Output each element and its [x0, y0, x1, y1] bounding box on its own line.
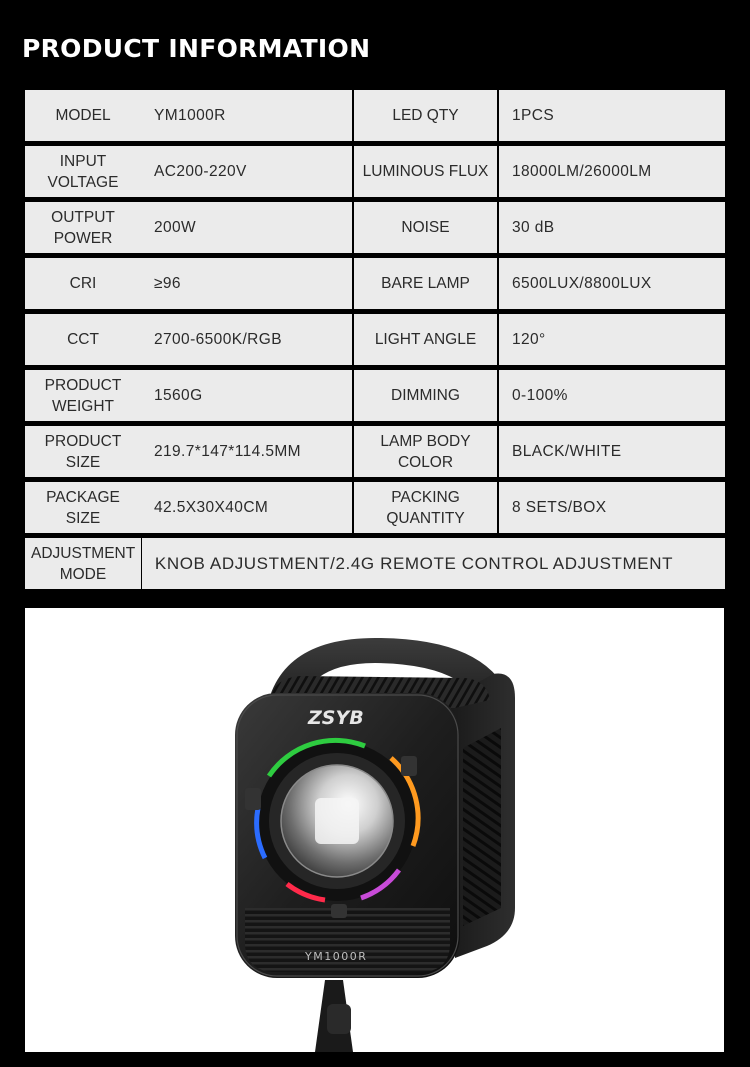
spec-label: OUTPUT POWER [25, 202, 141, 253]
spec-value: AC200-220V [141, 146, 352, 197]
spec-value: 219.7*147*114.5MM [141, 426, 352, 477]
led-light-illustration [25, 608, 724, 1052]
spec-value: 1PCS [499, 90, 725, 141]
spec-label: ADJUSTMENT MODE [25, 538, 141, 589]
spec-label: PACKAGE SIZE [25, 482, 141, 533]
spec-label: LED QTY [354, 90, 497, 141]
spec-value: 30 dB [499, 202, 725, 253]
spec-row [25, 482, 725, 533]
model-plate: YM1000R [305, 950, 368, 963]
spec-table [25, 90, 725, 594]
spec-row [25, 146, 725, 197]
spec-row [25, 426, 725, 477]
spec-value: 18000LM/26000LM [499, 146, 725, 197]
page-title: PRODUCT INFORMATION [22, 34, 371, 63]
spec-label: LIGHT ANGLE [354, 314, 497, 365]
spec-value: 42.5X30X40CM [141, 482, 352, 533]
spec-value: YM1000R [141, 90, 352, 141]
spec-label: PACKING QUANTITY [354, 482, 497, 533]
spec-value: 0-100% [499, 370, 725, 421]
spec-value: 6500LUX/8800LUX [499, 258, 725, 309]
spec-label: INPUT VOLTAGE [25, 146, 141, 197]
spec-value: ≥96 [141, 258, 352, 309]
spec-row [25, 202, 725, 253]
brand-logo: ZSYB [308, 707, 364, 729]
spec-label: LUMINOUS FLUX [354, 146, 497, 197]
spec-value: 120° [499, 314, 725, 365]
product-photo [25, 608, 724, 1052]
spec-value: 1560G [141, 370, 352, 421]
spec-value: 200W [141, 202, 352, 253]
spec-label: BARE LAMP [354, 258, 497, 309]
spec-value: 8 SETS/BOX [499, 482, 725, 533]
spec-row [25, 90, 725, 141]
spec-value: KNOB ADJUSTMENT/2.4G REMOTE CONTROL ADJUSTMENT [142, 538, 725, 589]
spec-row [25, 314, 725, 365]
spec-row [25, 370, 725, 421]
spec-label: PRODUCT SIZE [25, 426, 141, 477]
spec-value: 2700-6500K/RGB [141, 314, 352, 365]
spec-label: CCT [25, 314, 141, 365]
spec-label: PRODUCT WEIGHT [25, 370, 141, 421]
spec-label: MODEL [25, 90, 141, 141]
spec-label: LAMP BODY COLOR [354, 426, 497, 477]
spec-row [25, 258, 725, 309]
spec-label: NOISE [354, 202, 497, 253]
spec-label: DIMMING [354, 370, 497, 421]
spec-label: CRI [25, 258, 141, 309]
spec-value: BLACK/WHITE [499, 426, 725, 477]
spec-row-adjustment [25, 538, 725, 589]
